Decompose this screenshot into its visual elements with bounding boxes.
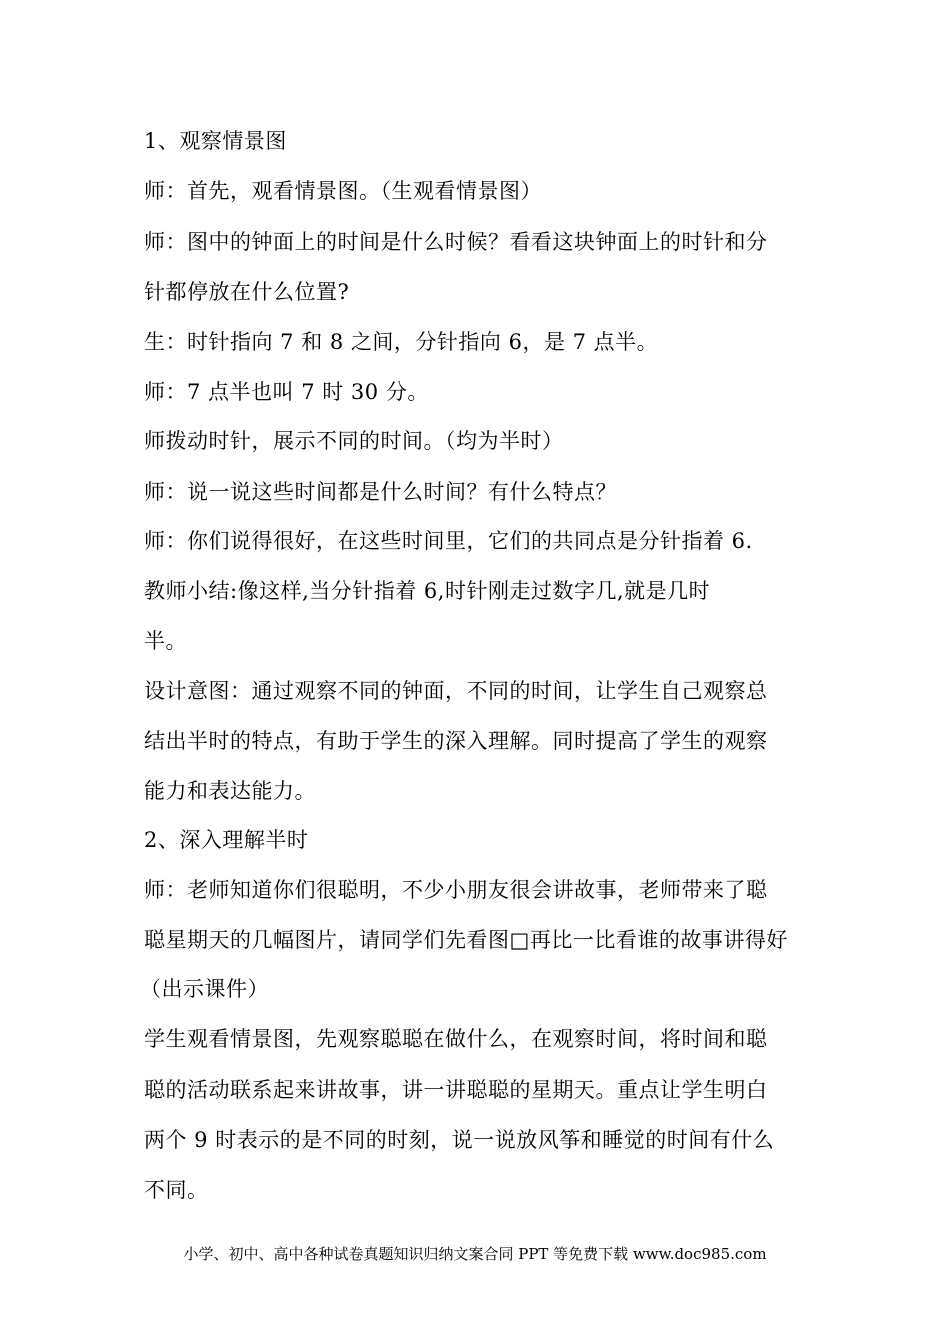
paragraph-line: 师：老师知道你们很聪明，不少小朋友很会讲故事，老师带来了聪	[144, 878, 768, 902]
paragraph-line: （出示课件）	[140, 977, 269, 1001]
paragraph-line: 师：7 点半也叫 7 时 30 分。	[144, 380, 429, 404]
paragraph-line: 师：说一说这些时间都是什么时间？有什么特点？	[144, 480, 617, 504]
paragraph-line: 聪星期天的几幅图片，请同学们先看图□再比一比看谁的故事讲得好	[144, 928, 788, 952]
paragraph-line: 师拨动时针，展示不同的时间。（均为半时）	[144, 429, 564, 453]
paragraph-line: 聪的活动联系起来讲故事，讲一讲聪聪的星期天。重点让学生明白	[144, 1078, 768, 1102]
paragraph-line: 生：时针指向 7 和 8 之间，分针指向 6，是 7 点半。	[144, 330, 659, 354]
paragraph-line: 学生观看情景图，先观察聪聪在做什么，在观察时间，将时间和聪	[144, 1027, 768, 1051]
paragraph-line: 设计意图：通过观察不同的钟面，不同的时间，让学生自己观察总	[144, 679, 768, 703]
page-footer: 小学、初中、高中各种试卷真题知识归纳文案合同 PPT 等免费下载 www.doc985.com	[183, 1245, 767, 1263]
paragraph-line: 师：首先，观看情景图。（生观看情景图）	[144, 179, 542, 203]
paragraph-line: 两个 9 时表示的是不同的时刻，说一说放风筝和睡觉的时间有什么	[144, 1128, 775, 1152]
paragraph-line: 师：图中的钟面上的时间是什么时候？看看这块钟面上的时针和分	[144, 230, 768, 254]
paragraph-line: 结出半时的特点，有助于学生的深入理解。同时提高了学生的观察	[144, 729, 768, 753]
section-heading-2: 2、深入理解半时	[144, 828, 309, 852]
paragraph-line: 能力和表达能力。	[144, 779, 316, 803]
paragraph-line: 针都停放在什么位置?	[144, 280, 350, 304]
paragraph-line: 教师小结:像这样,当分针指着 6,时针刚走过数字几,就是几时	[144, 579, 711, 603]
paragraph-line: 师：你们说得很好，在这些时间里，它们的共同点是分针指着 6.	[144, 529, 753, 553]
paragraph-line: 半。	[144, 629, 187, 653]
section-heading-1: 1、观察情景图	[144, 129, 287, 153]
paragraph-line: 不同。	[144, 1178, 209, 1202]
